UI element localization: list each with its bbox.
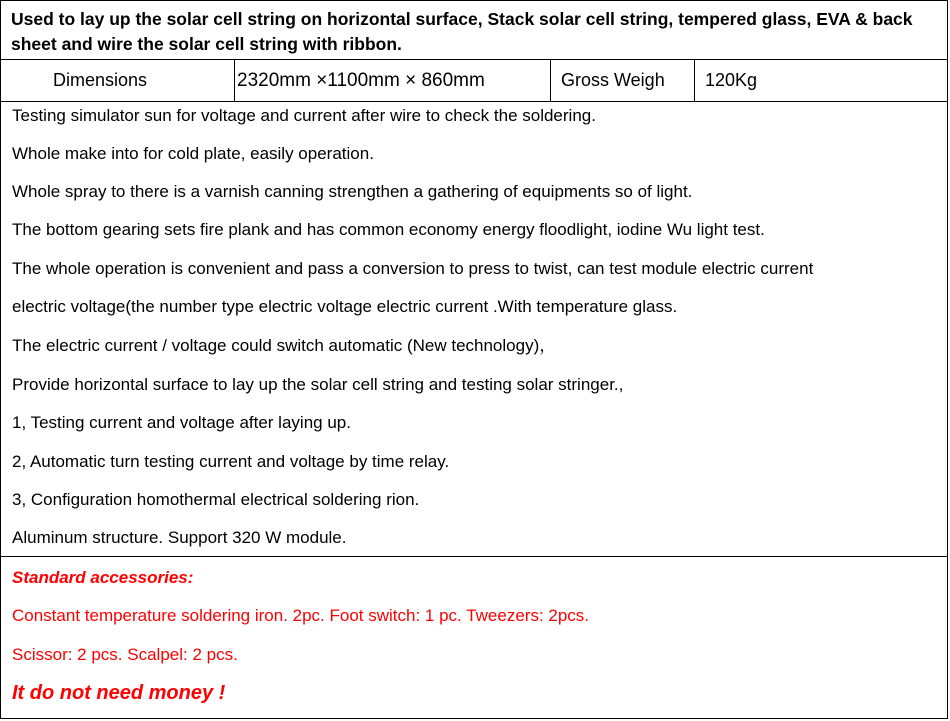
- feature-line: electric voltage(the number type electric voltage electric current .With temperature glass.: [12, 297, 678, 316]
- feature-line: Aluminum structure. Support 320 W module.: [12, 528, 347, 547]
- standard-accessories: [1, 557, 947, 718]
- feature-line: The electric current / voltage could switch automatic (New technology)，: [12, 336, 557, 355]
- dimensions-label: Dimensions: [1, 60, 235, 101]
- gross-weight-label: Gross Weigh: [551, 60, 695, 101]
- feature-line: 3, Configuration homothermal electrical soldering rion.: [12, 490, 420, 509]
- feature-line: The whole operation is convenient and pass a conversion to press to twist, can test module electric current: [12, 259, 814, 278]
- dimensions-value: 2320mm ×1100mm × 860mm: [235, 60, 551, 101]
- accessories-line: Scissor: 2 pcs. Scalpel: 2 pcs.: [12, 645, 238, 664]
- price-note: It do not need money !: [12, 682, 226, 704]
- feature-line: Provide horizontal surface to lay up the solar cell string and testing solar stringer.,: [12, 375, 624, 394]
- gross-weight-value: 120Kg: [705, 70, 758, 90]
- accessories-line: Constant temperature soldering iron. 2pc. Foot switch: 1 pc. Tweezers: 2pcs.: [12, 606, 590, 625]
- feature-line: 1, Testing current and voltage after laying up.: [12, 413, 351, 432]
- feature-line: Whole spray to there is a varnish canning strengthen a gathering of equipments so of light.: [12, 182, 693, 201]
- feature-line: The bottom gearing sets fire plank and has common economy energy floodlight, iodine Wu light test.: [12, 220, 765, 239]
- feature-list: [1, 102, 947, 557]
- product-description-header: Used to lay up the solar cell string on horizontal surface, Stack solar cell string, tempered glass, EVA & back sheet and wire the solar cell string with ribbon.: [1, 1, 947, 60]
- accessories-title: Standard accessories:: [12, 568, 194, 587]
- feature-line: Whole make into for cold plate, easily operation.: [12, 144, 374, 163]
- feature-line: Testing simulator sun for voltage and current after wire to check the soldering.: [12, 106, 596, 125]
- spec-row: [1, 60, 947, 102]
- feature-line: 2, Automatic turn testing current and voltage by time relay.: [12, 452, 450, 471]
